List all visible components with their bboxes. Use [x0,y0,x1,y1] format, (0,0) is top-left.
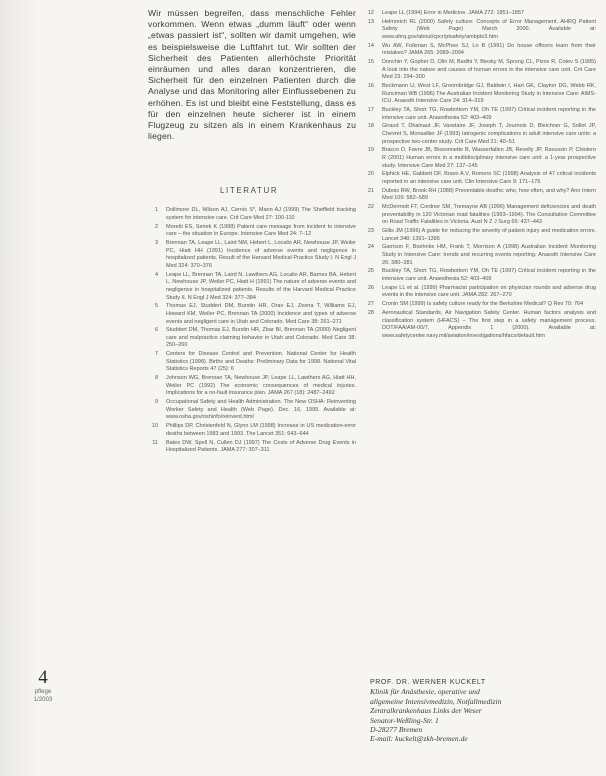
reference-text: Wu AW, Folkman S, McPhee SJ, Lo B (1991) Do house officers learn from their mistakes? JAMA 265: 2089–2094 [382,42,596,57]
reference-text: Gillis JM (1996) A guide for reducing the severity of patient injury and medication errors. Lancet 348: 1391–1395 [382,228,596,242]
reference-item [148,327,356,350]
reference-item [364,19,596,42]
author-name: PROF. DR. WERNER KUCKELT [370,679,486,686]
reference-item [148,423,356,438]
reference-number: 25 [367,268,374,275]
reference-text: Aeronautical Standards, Air Navigation Safety Center. Human factors analysis and classification system (HFACS) – The first step in a safety management process. DOT/FAA/AM-00/7, Appendix 1 (2000). Available at: www.safetycenter.navy.mil/aviation/investigations/hfacs/default.htm [382,309,596,339]
reference-text: Donchin Y, Gopher D, Olin M, Badihi Y, Biesky M, Sprung CL, Pizov R, Cotev S (1995) A look into the nature and causes of human errors in the intensive care unit. Crit Care Med 23: 294–300 [382,59,596,81]
reference-item [364,188,596,203]
reference-text: Elphick HE, Gabbett DF, Bravo A.V, Romero SC (1998) Analysis of 47 critical incidents reported in an intensive care unit. Clin Intensive Care 9: 171–176 [382,171,596,185]
reference-text: Occupational Safety and Health Administration. The New OSHA: Reinventing Worker Safety and Health (Web Page). Dec. 16, 1999. Available at: www.osha.gov/oshinfo/reinvent.html [166,399,356,421]
reference-number: 10 [151,423,158,430]
address-line: Zentralkrankenhaus Links der Weser [370,706,482,716]
reference-text: Leape LL (1994) Error in Medicine. JAMA 272: 1851–1857 [382,10,524,16]
reference-item [148,303,356,326]
author-address [370,678,590,744]
reference-item [148,240,356,270]
reference-text: Centers for Disease Control and Prevention. National Center for Health Statistics (1998). Births and Deaths: Preliminary Data for 1998. National Vital Statistics Reports 47 (25): 6 [166,351,356,373]
reference-item [364,310,596,340]
reference-text: Bates DW, Spell N, Cullen DJ (1997) The Costs of Adverse Drug Events in Hospitalized Patients. JAMA 277: 307–311 [166,439,356,454]
reference-text: Thomas EJ, Studdert DM, Burstin HR, Orav EJ, Zeena T, Williams EJ, Howard KM, Weiler PC, Brennan TA (2000) Incidence and types of adverse events and negligent care in Utah and Colorado. Med Care 38: 261–271 [166,303,356,325]
address-line: Senator-Weßling-Str. 1 [370,715,439,725]
reference-text: Buckley TA, Short TG, Rowbottom YM, Oh TE (1997) Critical incident reporting in the intensive care unit. Anaesthesia 52: 403–409 [382,107,596,121]
reference-item [364,268,596,283]
reference-text: Dollimore DL, Wilson AJ, Cernis S*, Mann AJ (1999) The Sheffield tracking system for intensive care. Crit Care Med 27: 100-110 [166,207,356,222]
reference-text: Leape LL, Brennan TA, Laird N, Lawthers AG, Localio AR, Barnes BA, Hebert L, Newhouse JP, Weiler PC, Hiatt H (1991) The nature of adverse events and negligence in hospitalized patients. Results of the Harvard Medical Practice Study II. N Engl J Med 324: 377–384 [166,271,356,301]
page-number: 4 [38,667,48,688]
reference-item [148,207,356,222]
reference-text: Bracco D, Favre JB, Bissonnette B, Wasserfallen JB, Revelly JP, Ravussin P, Chiolero R (2001) Human errors in a multidisciplinary intensive care unit: a 1-year prospective study. Intensive Care Med 27: 137–145 [382,147,596,169]
reference-item [364,244,596,267]
reference-text: Cronin SM (1999) Is safety culture ready for the Berkshire Medical? Q Rev 70: 764 [382,301,584,308]
journal-name: pflege [34,689,52,695]
reference-number: 19 [367,147,374,154]
address-email: E-mail: kuckelt@zkh-bremen.de [370,734,468,744]
reference-text: Leape LL et al. (1999) Pharmacist participation on physician rounds and adverse drug events in the intensive care unit. JAMA 282: 267–270 [382,284,596,299]
reference-text: Garrison F, Boehnke HM, Frank T, Morrison A (1998) Australian Incident Monitoring Study in Intensive Care: trends and recurring events reporting. Anaesth Intensive Care 26: 380–381 [382,244,596,266]
reference-number: 20 [367,171,374,178]
reference-number: 5 [154,303,158,310]
reference-item [148,351,356,374]
reference-item [364,10,596,18]
reference-number: 1 [154,207,158,214]
reference-text: Helmreich RL (2000) Safety culture: Concepts of Error Management. AHRQ Patient Safety (Web Page) March 2000. Available at: www.ahrq.gov/about/cpcr/ptsafety/ambpts3.htm [382,18,596,40]
reference-number: 16 [367,83,374,90]
reference-number: 3 [154,240,158,247]
reference-number: 13 [367,18,374,25]
reference-number: 14 [367,42,374,49]
reference-number: 11 [152,439,158,446]
reference-text: Phillips DP, Christenfeld N, Glynn LM (1998) Increase in US medication-error deaths between 1983 and 1993. The Lancet 351: 643–644 [166,423,356,437]
reference-item [364,59,596,82]
reference-number: 21 [367,187,374,194]
address-line: Klinik für Anästhesie, operative und [370,687,480,697]
reference-text: McDermott FT, Cordner SM, Tremayne AB (1996) Management deficiencies and death preventability in 120 Victorian road fatalities (1993–1994). The Consultative Committee on Road Traffic Fatalities in Victoria. Aust N Z J Surg 66: 437–443 [382,204,596,226]
reference-text: Dubois RW, Brook RH (1988) Preventable deaths: who, how often, and why? Ann Intern Med 109: 582–589 [382,187,596,202]
address-line: allgemeine Intensivmedizin, Notfallmedizin [370,696,502,706]
reference-text: Beckmann U, West LF, Groombridge GJ, Baldwin I, Hart GK, Clayton DG, Webb RK, Runciman WB (1996) The Australian Incident Monitoring Study in Intensive Care: AIMS-ICU. Anaesth Intensive Care 24: 314–319 [382,83,596,105]
reference-number: 6 [154,327,158,334]
reference-number: 15 [367,59,374,66]
reference-item [364,43,596,58]
reference-text: Buckley TA, Short TG, Rowbottom YM, Oh TE (1997) Critical incident reporting in the intensive care unit. Anaesthesia 52: 403–409 [382,268,596,283]
reference-number: 24 [367,244,374,251]
reference-number: 12 [367,10,374,16]
reference-number: 17 [367,107,374,114]
reference-item [148,399,356,422]
reference-number: 27 [367,301,374,308]
reference-number: 22 [367,204,374,211]
reference-item [364,147,596,170]
reference-item [148,272,356,302]
right-column [364,10,596,342]
reference-number: 4 [154,271,158,278]
references-heading: LITERATUR [220,186,279,196]
reference-text: Johnson WG, Brennan TA, Newhouse JP, Leape LL, Lawthers AG, Hiatt HH, Weiler PC (1992) The economic consequences of medical injuries. Implications for a no-fault insurance plan. JAMA 267 (18): 2487–2492 [166,375,356,397]
reference-item [364,123,596,146]
reference-list-left [148,207,356,454]
reference-number: 26 [367,284,374,291]
reference-number: 28 [367,309,374,316]
reference-item [148,375,356,398]
reference-item [364,301,596,309]
reference-text: Brennan TA, Leape LL, Laird NM, Hebert L, Localio AR, Newhouse JP, Weiler PC, Hiatt HH (1991) Incidence of adverse events and negligence in hospitalized patients. Result of the Harvard Medical Practice Study I. N Engl J Med 324: 370–376 [166,240,356,269]
reference-item [364,171,596,186]
address-line: D-28277 Bremen [370,725,423,735]
reference-number: 18 [367,123,374,130]
reference-item [148,224,356,239]
reference-number: 8 [154,375,158,382]
reference-item [364,107,596,122]
page-footer [20,668,66,704]
reference-item [364,204,596,227]
reference-item [364,285,596,300]
reference-text: Moretti ES, Senek K (1998) Patient care message from incident to intensive care – the situation in Europe. Intensive Care Med 24: 7–12 [166,223,356,238]
reference-number: 9 [154,399,158,406]
reference-list-right [364,10,596,340]
body-paragraph: Wir müssen begreifen, dass menschliche Fehler vorkommen. Wenn etwas „dumm läuft“ oder wenn „etwas passiert ist“, sollten wir damit umgehen, wie es beispielsweise die Luftfahrt tut. Wir sollten der Sicherheit des Patienten allerhöchste Priorität einräumen und alles daran konzentrieren, die Sicherheit für den einzelnen Patienten durch die Analyse und das Monitoring aller Einflussebenen zu erhöhen. Es ist und bleibt eine Feststellung, dass es für den einzelnen heute sicherer ist in einem Flugzeug zu sitzen als in einem Krankenhaus zu liegen. [148,8,356,142]
reference-text: Giraud T, Dhainaut JF, Vaxelaire JF, Joseph T, Journois D, Bleichner G, Sollet JP, Chevret S, Monsallier JF (1993) Iatrogenic complications in adult intensive care units: a prospective two-center study. Crit Care Med 21: 40–51 [382,123,596,145]
reference-number: 2 [154,223,158,230]
reference-number: 23 [367,228,374,235]
journal-issue: 1/2003 [33,697,53,703]
reference-item [364,83,596,106]
left-column [148,8,356,456]
reference-item [364,228,596,243]
reference-text: Studdert DM, Thomas EJ, Burstin HR, Zbar BI, Brennan TA (2000) Negligent care and malpractice claiming behavior in Utah and Colorado. Med Care 38: 250–260 [166,327,356,349]
reference-number: 7 [154,351,158,358]
reference-item [148,440,356,455]
